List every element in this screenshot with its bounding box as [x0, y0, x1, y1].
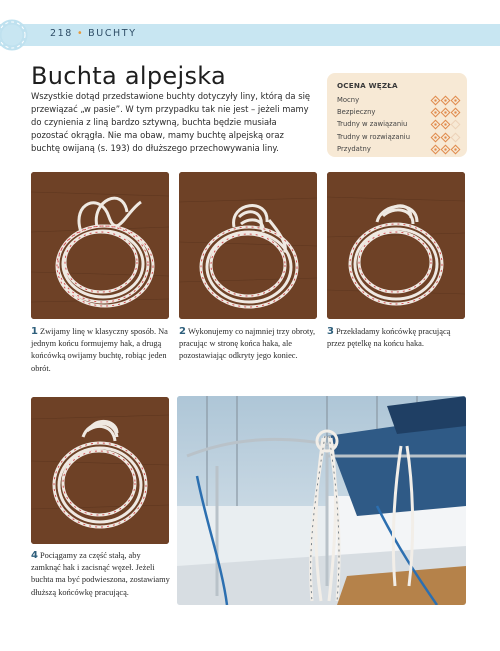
rating-row — [337, 131, 459, 143]
step-2-number: 2 — [179, 326, 186, 337]
diamond-icon — [441, 120, 449, 128]
section-name: BUCHTY — [88, 28, 137, 39]
rating-label: Bezpieczny — [337, 108, 376, 117]
step-1-photo — [31, 172, 169, 319]
rating-row — [337, 106, 459, 118]
step-4-number: 4 — [31, 550, 38, 561]
step-3-number: 3 — [327, 326, 334, 337]
rating-label: Przydatny — [337, 144, 371, 153]
running-header — [50, 28, 137, 39]
diamond-icon — [441, 96, 449, 104]
separator-dot: • — [76, 28, 85, 39]
step-4-caption — [31, 550, 171, 599]
step-4-photo — [31, 397, 169, 544]
step-1-caption — [31, 326, 169, 375]
rating-title: OCENA WĘZŁA — [337, 81, 398, 90]
diamond-icon — [431, 108, 439, 116]
diamond-icon — [451, 145, 459, 153]
rating-label: Trudny w zawiązaniu — [337, 120, 408, 129]
diamond-icon — [431, 145, 439, 153]
diamond-icon — [431, 133, 439, 141]
step-3-text: Przekładamy końcówkę pracującą przez pętelkę na końcu haka. — [327, 327, 451, 349]
step-3-caption — [327, 326, 467, 350]
diamond-icon — [431, 120, 439, 128]
rating-label: Trudny w rozwiązaniu — [337, 132, 410, 141]
rating-diamonds — [431, 96, 459, 104]
step-1-text: Zwijamy linę w klasyczny sposób. Na jednym końcu formujemy hak, a drugą końcówką owijamy buchtę, robiąc jeden obrót. — [31, 327, 168, 373]
page-number: 218 — [50, 28, 73, 39]
rating-diamonds — [431, 108, 459, 116]
step-2-caption — [179, 326, 319, 363]
rating-row — [337, 118, 459, 130]
diamond-icon — [431, 96, 439, 104]
intro-paragraph: Wszystkie dotąd przedstawione buchty dotyczyły liny, którą da się przewiązać „w pasie”. W tym przypadku tak nie jest – jeżeli mamy do czynienia z liną bardzo sztywną, buchta będzie musiała pozostać okrągła. Nie ma obaw, mamy buchtę alpejską oraz buchtę owijaną (s. 193) do dłuższego przechowywania liny. — [31, 91, 311, 154]
step-2-text: Wykonujemy co najmniej trzy obroty, pracując w stronę końca haka, ale pozostawiając odkryty jego koniec. — [179, 327, 316, 361]
page-title: Buchta alpejska — [31, 62, 227, 90]
diamond-icon — [451, 133, 459, 141]
rating-row — [337, 143, 459, 155]
rating-diamonds — [431, 133, 459, 141]
rating-label: Mocny — [337, 96, 360, 104]
rating-diamonds — [431, 145, 459, 153]
diamond-icon — [451, 108, 459, 116]
marina-photo — [177, 396, 466, 605]
knot-rating-panel — [327, 73, 467, 157]
rating-diamonds — [431, 120, 459, 128]
rating-row — [337, 94, 459, 106]
diamond-icon — [441, 133, 449, 141]
diamond-icon — [451, 120, 459, 128]
step-2-photo — [179, 172, 317, 319]
step-4-text: Pociągamy za część stałą, aby zamknąć hak i zacisnąć węzeł. Jeżeli buchta ma być podwieszona, zostawiamy dłuższą końcówkę pracującą. — [31, 551, 170, 597]
diamond-icon — [441, 108, 449, 116]
step-1-number: 1 — [31, 326, 38, 337]
diamond-icon — [441, 145, 449, 153]
step-3-photo — [327, 172, 465, 319]
rope-logo-icon — [0, 17, 34, 53]
diamond-icon — [451, 96, 459, 104]
